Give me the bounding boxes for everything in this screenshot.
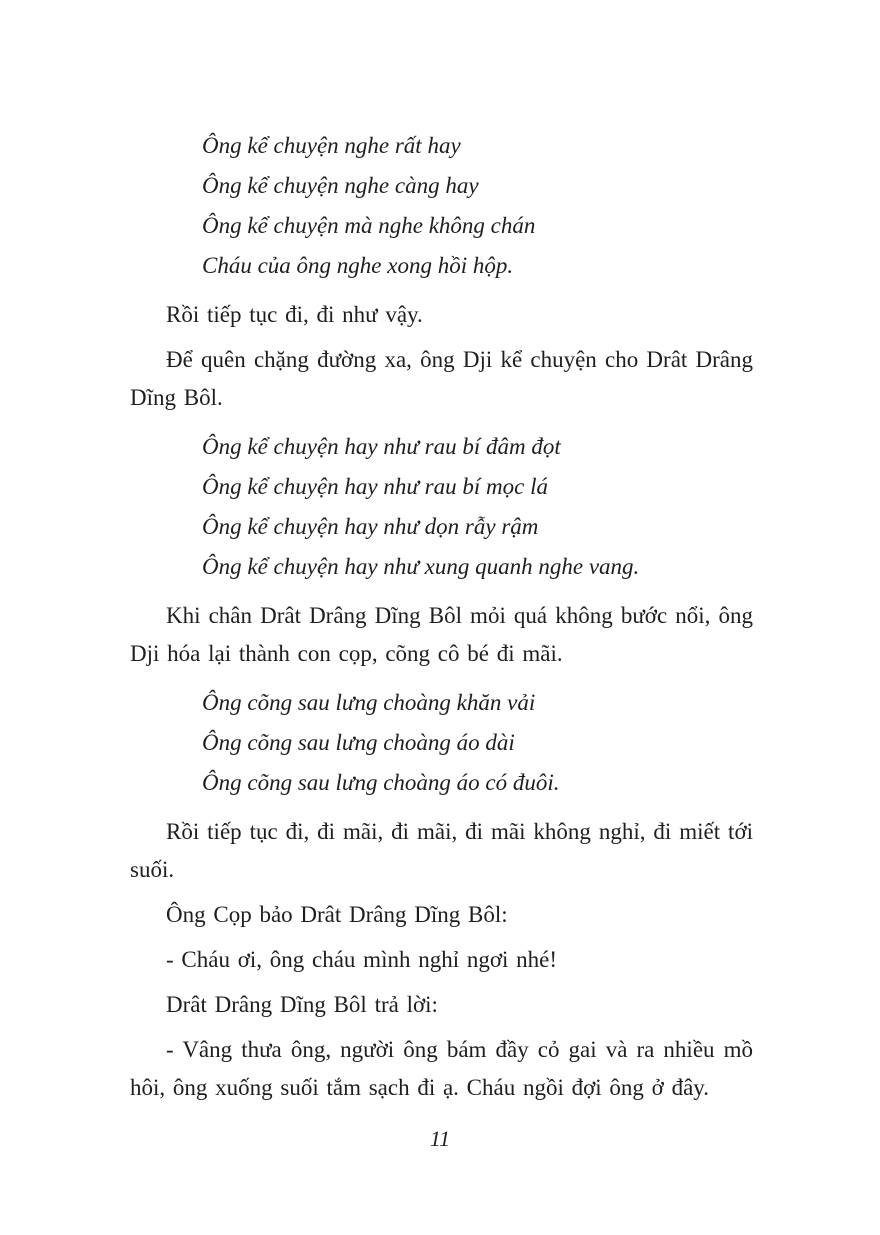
verse-block xyxy=(202,126,753,286)
verse-line: Ông kể chuyện hay như rau bí mọc lá xyxy=(202,474,548,499)
verse-line: Ông cõng sau lưng choàng khăn vải xyxy=(202,690,536,715)
verse-line: Ông cõng sau lưng choàng áo dài xyxy=(202,730,515,755)
paragraph: - Vâng thưa ông, người ông bám đầy cỏ gai và ra nhiều mồ hôi, ông xuống suối tắm sạch đi ạ. Cháu ngồi đợi ông ở đây. xyxy=(130,1037,753,1100)
paragraph: Khi chân Drât Drâng Dĩng Bôl mỏi quá không bước nổi, ông Dji hóa lại thành con cọp, cõng cô bé đi mãi. xyxy=(130,603,753,666)
paragraph: Rồi tiếp tục đi, đi như vậy. xyxy=(166,302,423,327)
page-number: 11 xyxy=(429,1126,451,1151)
paragraph: Drât Drâng Dĩng Bôl trả lời: xyxy=(166,992,438,1017)
verse-block xyxy=(202,427,753,587)
verse-line: Ông kể chuyện hay như rau bí đâm đọt xyxy=(202,434,561,459)
verse-line: Cháu của ông nghe xong hồi hộp. xyxy=(202,253,514,278)
paragraph: Rồi tiếp tục đi, đi mãi, đi mãi, đi mãi không nghỉ, đi miết tới suối. xyxy=(130,819,753,882)
verse-line: Ông kể chuyện nghe càng hay xyxy=(202,173,479,198)
verse-block xyxy=(202,683,753,803)
verse-line: Ông kể chuyện hay như xung quanh nghe vang. xyxy=(202,554,640,579)
paragraph: Để quên chặng đường xa, ông Dji kể chuyện cho Drât Drâng Dĩng Bôl. xyxy=(130,347,753,410)
verse-line: Ông kể chuyện mà nghe không chán xyxy=(202,213,536,238)
paragraph: Ông Cọp bảo Drât Drâng Dĩng Bôl: xyxy=(166,902,508,927)
verse-line: Ông cõng sau lưng choàng áo có đuôi. xyxy=(202,770,560,795)
verse-line: Ông kể chuyện hay như dọn rẫy rậm xyxy=(202,514,539,539)
page-content xyxy=(130,126,753,1107)
verse-line: Ông kể chuyện nghe rất hay xyxy=(202,133,461,158)
paragraph: - Cháu ơi, ông cháu mình nghỉ ngơi nhé! xyxy=(166,947,558,972)
